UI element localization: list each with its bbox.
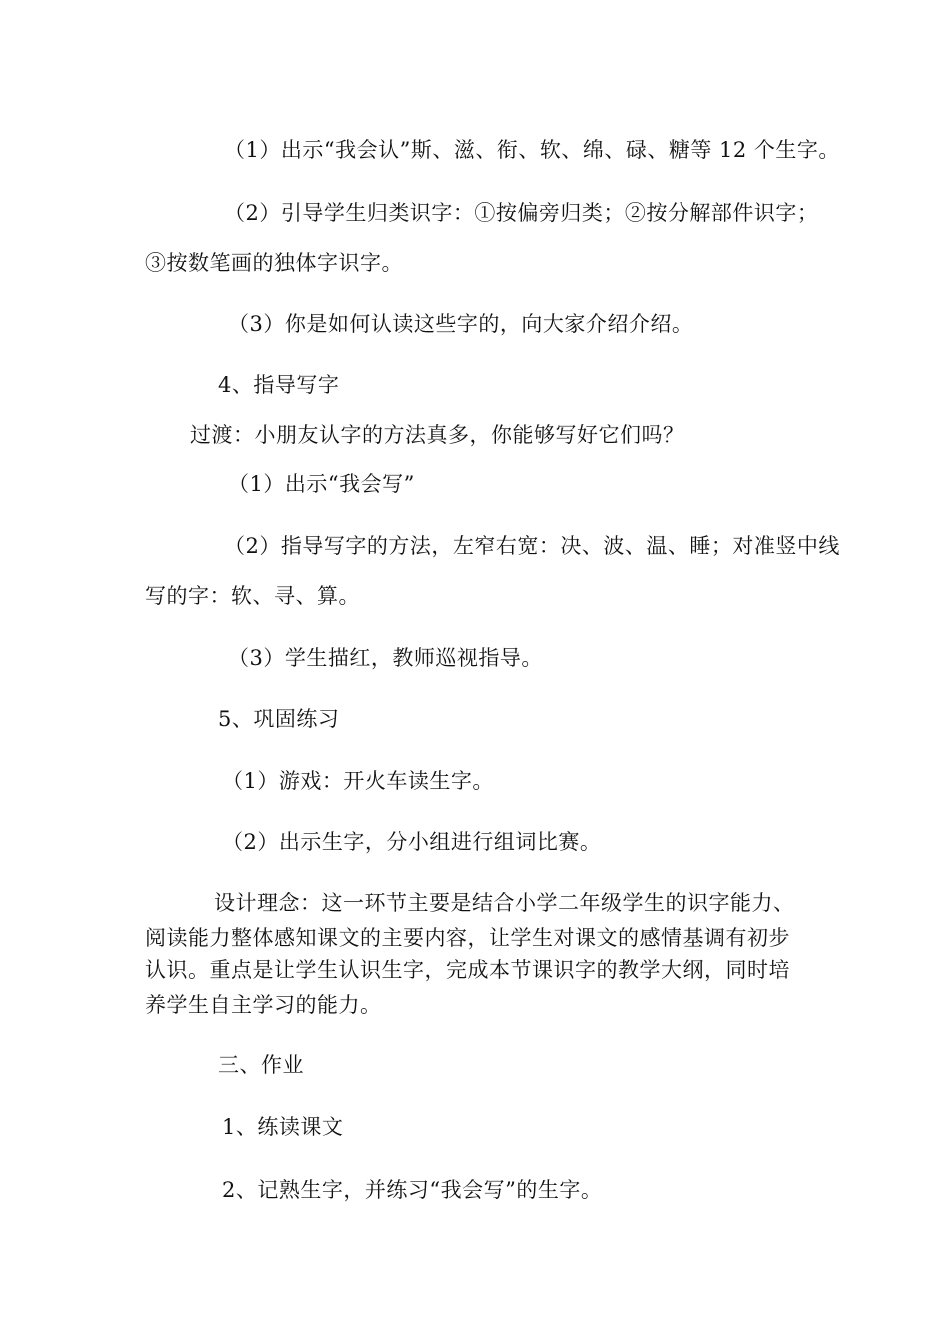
design-concept-line-3: 认识。重点是让学生认识生字，完成本节课识字的教学大纲，同时培 [145,958,790,982]
section-5-heading: 5、巩固练习 [218,707,340,731]
step-3-item-2-continued: ③按数笔画的独体字识字。 [145,251,403,275]
step-4-item-2: （2）指导写字的方法，左窄右宽：决、波、温、睡；对准竖中线 [224,534,840,558]
homework-item-2: 2、记熟生字，并练习“我会写”的生字。 [222,1178,603,1202]
step-4-item-1: （1）出示“我会写” [228,472,415,496]
section-homework-heading: 三、作业 [218,1053,304,1077]
step-4-item-2-continued: 写的字：软、寻、算。 [145,584,360,608]
step-3-item-3: （3）你是如何认读这些字的，向大家介绍介绍。 [228,312,694,336]
design-concept-line-1: 设计理念：这一环节主要是结合小学二年级学生的识字能力、 [214,891,795,915]
step-4-item-3: （3）学生描红，教师巡视指导。 [228,646,543,670]
step-5-item-2: （2）出示生字，分小组进行组词比赛。 [222,830,602,854]
section-4-heading: 4、指导写字 [218,373,340,397]
step-3-item-1: （1）出示“我会认”斯、滋、衔、软、绵、碌、糖等 12 个生字。 [224,138,840,162]
step-5-item-1: （1）游戏：开火车读生字。 [222,769,494,793]
transition-text: 过渡：小朋友认字的方法真多，你能够写好它们吗？ [190,423,685,447]
step-3-item-2: （2）引导学生归类识字：①按偏旁归类；②按分解部件识字； [224,201,819,225]
design-concept-line-2: 阅读能力整体感知课文的主要内容，让学生对课文的感情基调有初步 [145,926,790,950]
homework-item-1: 1、练读课文 [222,1115,344,1139]
design-concept-line-4: 养学生自主学习的能力。 [145,993,382,1017]
